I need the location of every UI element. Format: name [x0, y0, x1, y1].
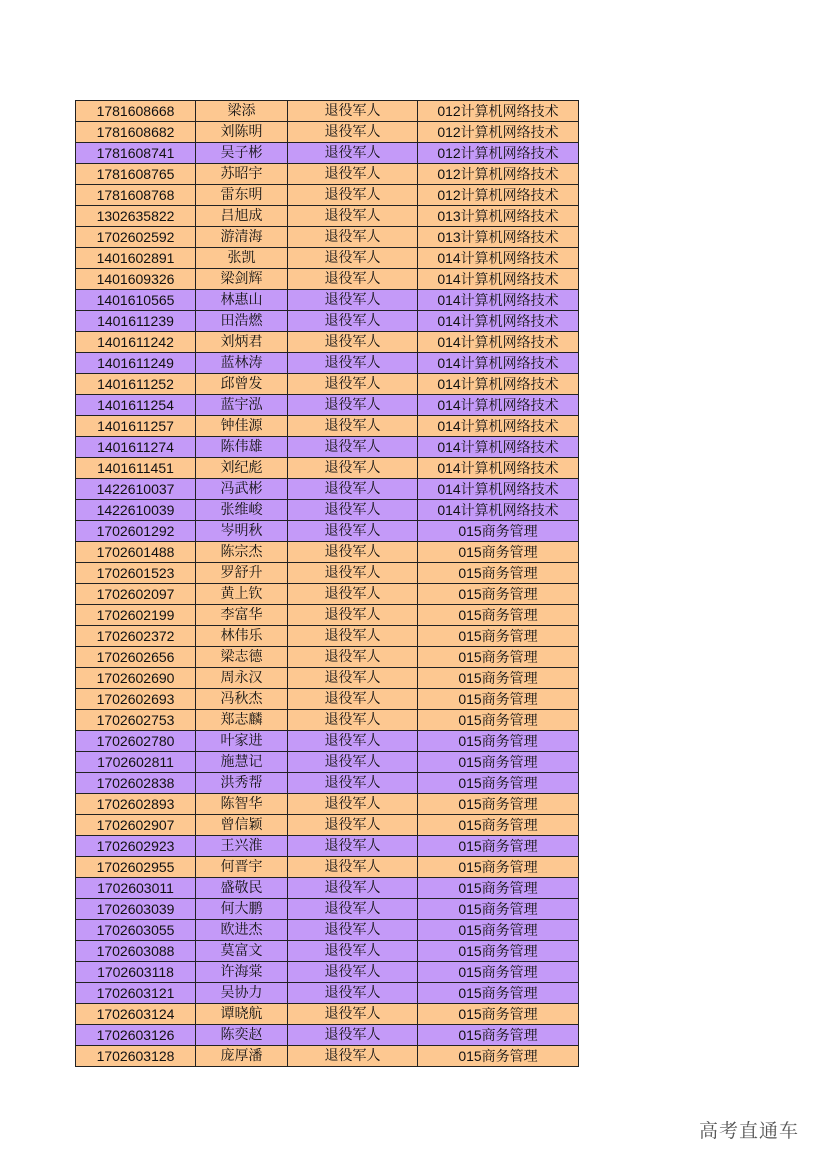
table-row: [76, 878, 579, 899]
category-cell: 退役军人: [288, 962, 418, 983]
category-cell: 退役军人: [288, 248, 418, 269]
table-row: [76, 395, 579, 416]
category-cell: 退役军人: [288, 206, 418, 227]
major-cell: 015商务管理: [418, 752, 579, 773]
name-cell: 曾信颖: [196, 815, 288, 836]
major-cell: 015商务管理: [418, 920, 579, 941]
category-cell: 退役军人: [288, 941, 418, 962]
major-cell: 015商务管理: [418, 815, 579, 836]
category-cell: 退役军人: [288, 584, 418, 605]
table-row: [76, 647, 579, 668]
table-row: [76, 710, 579, 731]
category-cell: 退役军人: [288, 920, 418, 941]
table-row: [76, 374, 579, 395]
table-row: [76, 311, 579, 332]
name-cell: 李富华: [196, 605, 288, 626]
major-cell: 015商务管理: [418, 857, 579, 878]
student-id-cell: 1702603088: [76, 941, 196, 962]
category-cell: 退役军人: [288, 479, 418, 500]
name-cell: 吴子彬: [196, 143, 288, 164]
category-cell: 退役军人: [288, 710, 418, 731]
table-row: [76, 899, 579, 920]
major-cell: 014计算机网络技术: [418, 458, 579, 479]
name-cell: 张凯: [196, 248, 288, 269]
major-cell: 012计算机网络技术: [418, 101, 579, 122]
category-cell: 退役军人: [288, 311, 418, 332]
category-cell: 退役军人: [288, 836, 418, 857]
student-id-cell: 1702602656: [76, 647, 196, 668]
name-cell: 陈智华: [196, 794, 288, 815]
name-cell: 蓝宇泓: [196, 395, 288, 416]
name-cell: 何晋宇: [196, 857, 288, 878]
category-cell: 退役军人: [288, 689, 418, 710]
student-id-cell: 1702602753: [76, 710, 196, 731]
student-id-cell: 1702602811: [76, 752, 196, 773]
major-cell: 014计算机网络技术: [418, 290, 579, 311]
name-cell: 梁添: [196, 101, 288, 122]
category-cell: 退役军人: [288, 143, 418, 164]
table-row: [76, 731, 579, 752]
student-id-cell: 1401611252: [76, 374, 196, 395]
major-cell: 014计算机网络技术: [418, 332, 579, 353]
name-cell: 梁志德: [196, 647, 288, 668]
category-cell: 退役军人: [288, 164, 418, 185]
student-id-cell: 1702602372: [76, 626, 196, 647]
category-cell: 退役军人: [288, 983, 418, 1004]
student-id-cell: 1702602780: [76, 731, 196, 752]
major-cell: 012计算机网络技术: [418, 143, 579, 164]
table-row: [76, 500, 579, 521]
category-cell: 退役军人: [288, 332, 418, 353]
name-cell: 蓝林涛: [196, 353, 288, 374]
major-cell: 015商务管理: [418, 962, 579, 983]
name-cell: 邱曾发: [196, 374, 288, 395]
name-cell: 刘炳君: [196, 332, 288, 353]
major-cell: 015商务管理: [418, 668, 579, 689]
category-cell: 退役军人: [288, 395, 418, 416]
student-id-cell: 1422610039: [76, 500, 196, 521]
major-cell: 015商务管理: [418, 1025, 579, 1046]
student-id-cell: 1781608768: [76, 185, 196, 206]
name-cell: 陈伟雄: [196, 437, 288, 458]
category-cell: 退役军人: [288, 605, 418, 626]
table-row: [76, 584, 579, 605]
name-cell: 何大鹏: [196, 899, 288, 920]
major-cell: 015商务管理: [418, 794, 579, 815]
student-id-cell: 1401611274: [76, 437, 196, 458]
table-row: [76, 269, 579, 290]
category-cell: 退役军人: [288, 500, 418, 521]
table-row: [76, 752, 579, 773]
student-id-cell: 1702602592: [76, 227, 196, 248]
table-row: [76, 248, 579, 269]
name-cell: 苏昭宇: [196, 164, 288, 185]
category-cell: 退役军人: [288, 773, 418, 794]
major-cell: 015商务管理: [418, 941, 579, 962]
major-cell: 015商务管理: [418, 563, 579, 584]
student-id-cell: 1702603118: [76, 962, 196, 983]
category-cell: 退役军人: [288, 668, 418, 689]
name-cell: 许海棠: [196, 962, 288, 983]
table-row: [76, 437, 579, 458]
category-cell: 退役军人: [288, 416, 418, 437]
category-cell: 退役军人: [288, 227, 418, 248]
name-cell: 冯秋杰: [196, 689, 288, 710]
student-id-cell: 1702603011: [76, 878, 196, 899]
major-cell: 015商务管理: [418, 626, 579, 647]
student-id-cell: 1702601292: [76, 521, 196, 542]
name-cell: 洪秀帮: [196, 773, 288, 794]
student-id-cell: 1702602893: [76, 794, 196, 815]
category-cell: 退役军人: [288, 878, 418, 899]
table-row: [76, 332, 579, 353]
name-cell: 吴协力: [196, 983, 288, 1004]
major-cell: 015商务管理: [418, 710, 579, 731]
name-cell: 岑明秋: [196, 521, 288, 542]
student-id-cell: 1702603128: [76, 1046, 196, 1067]
major-cell: 015商务管理: [418, 584, 579, 605]
category-cell: 退役军人: [288, 752, 418, 773]
major-cell: 014计算机网络技术: [418, 416, 579, 437]
name-cell: 陈奕赵: [196, 1025, 288, 1046]
student-id-cell: 1401610565: [76, 290, 196, 311]
table-row: [76, 101, 579, 122]
major-cell: 012计算机网络技术: [418, 122, 579, 143]
major-cell: 015商务管理: [418, 731, 579, 752]
major-cell: 014计算机网络技术: [418, 269, 579, 290]
name-cell: 雷东明: [196, 185, 288, 206]
student-id-cell: 1702603039: [76, 899, 196, 920]
major-cell: 015商务管理: [418, 605, 579, 626]
student-id-cell: 1781608668: [76, 101, 196, 122]
major-cell: 014计算机网络技术: [418, 248, 579, 269]
category-cell: 退役军人: [288, 269, 418, 290]
table-row: [76, 227, 579, 248]
student-id-cell: 1702601523: [76, 563, 196, 584]
table-row: [76, 1004, 579, 1025]
name-cell: 叶家进: [196, 731, 288, 752]
table-row: [76, 1025, 579, 1046]
name-cell: 施慧记: [196, 752, 288, 773]
student-id-cell: 1422610037: [76, 479, 196, 500]
category-cell: 退役军人: [288, 374, 418, 395]
name-cell: 郑志麟: [196, 710, 288, 731]
name-cell: 谭晓航: [196, 1004, 288, 1025]
table-row: [76, 458, 579, 479]
name-cell: 冯武彬: [196, 479, 288, 500]
table-row: [76, 983, 579, 1004]
category-cell: 退役军人: [288, 563, 418, 584]
name-cell: 莫富文: [196, 941, 288, 962]
student-id-cell: 1702603126: [76, 1025, 196, 1046]
category-cell: 退役军人: [288, 1025, 418, 1046]
category-cell: 退役军人: [288, 521, 418, 542]
name-cell: 黄上钦: [196, 584, 288, 605]
major-cell: 014计算机网络技术: [418, 500, 579, 521]
category-cell: 退役军人: [288, 542, 418, 563]
name-cell: 游清海: [196, 227, 288, 248]
name-cell: 周永汉: [196, 668, 288, 689]
major-cell: 014计算机网络技术: [418, 395, 579, 416]
name-cell: 林惠山: [196, 290, 288, 311]
category-cell: 退役军人: [288, 290, 418, 311]
name-cell: 钟佳源: [196, 416, 288, 437]
name-cell: 吕旭成: [196, 206, 288, 227]
major-cell: 015商务管理: [418, 521, 579, 542]
student-id-cell: 1401611257: [76, 416, 196, 437]
student-id-cell: 1702602955: [76, 857, 196, 878]
name-cell: 王兴淮: [196, 836, 288, 857]
major-cell: 015商务管理: [418, 1004, 579, 1025]
table-row: [76, 521, 579, 542]
table-row: [76, 626, 579, 647]
table-row: [76, 143, 579, 164]
table-row: [76, 668, 579, 689]
name-cell: 罗舒升: [196, 563, 288, 584]
student-id-cell: 1781608741: [76, 143, 196, 164]
table-row: [76, 185, 579, 206]
student-id-cell: 1781608765: [76, 164, 196, 185]
category-cell: 退役军人: [288, 647, 418, 668]
name-cell: 刘陈明: [196, 122, 288, 143]
student-id-cell: 1702603121: [76, 983, 196, 1004]
name-cell: 盛敬民: [196, 878, 288, 899]
name-cell: 梁剑辉: [196, 269, 288, 290]
student-id-cell: 1401602891: [76, 248, 196, 269]
major-cell: 015商务管理: [418, 836, 579, 857]
watermark: 高考直通车: [698, 1120, 799, 1142]
student-id-cell: 1702603124: [76, 1004, 196, 1025]
table-row: [76, 689, 579, 710]
major-cell: 015商务管理: [418, 773, 579, 794]
student-id-cell: 1401611242: [76, 332, 196, 353]
category-cell: 退役军人: [288, 1046, 418, 1067]
major-cell: 015商务管理: [418, 878, 579, 899]
major-cell: 014计算机网络技术: [418, 479, 579, 500]
category-cell: 退役军人: [288, 185, 418, 206]
table-row: [76, 962, 579, 983]
student-id-cell: 1401611239: [76, 311, 196, 332]
table-row: [76, 563, 579, 584]
category-cell: 退役军人: [288, 353, 418, 374]
name-cell: 林伟乐: [196, 626, 288, 647]
table-row: [76, 836, 579, 857]
category-cell: 退役军人: [288, 1004, 418, 1025]
table-row: [76, 416, 579, 437]
table-row: [76, 353, 579, 374]
major-cell: 013计算机网络技术: [418, 206, 579, 227]
category-cell: 退役军人: [288, 815, 418, 836]
student-id-cell: 1702602199: [76, 605, 196, 626]
student-id-cell: 1702603055: [76, 920, 196, 941]
student-id-cell: 1401609326: [76, 269, 196, 290]
major-cell: 014计算机网络技术: [418, 353, 579, 374]
table-row: [76, 815, 579, 836]
name-cell: 庞厚潘: [196, 1046, 288, 1067]
major-cell: 015商务管理: [418, 899, 579, 920]
table-row: [76, 920, 579, 941]
student-id-cell: 1702602923: [76, 836, 196, 857]
table-row: [76, 206, 579, 227]
student-id-cell: 1401611254: [76, 395, 196, 416]
student-id-cell: 1702602693: [76, 689, 196, 710]
name-cell: 田浩燃: [196, 311, 288, 332]
student-id-cell: 1401611249: [76, 353, 196, 374]
major-cell: 015商务管理: [418, 647, 579, 668]
student-id-cell: 1702601488: [76, 542, 196, 563]
name-cell: 欧进杰: [196, 920, 288, 941]
major-cell: 015商务管理: [418, 1046, 579, 1067]
major-cell: 015商务管理: [418, 983, 579, 1004]
major-cell: 015商务管理: [418, 542, 579, 563]
student-id-cell: 1702602907: [76, 815, 196, 836]
table-row: [76, 164, 579, 185]
table-row: [76, 479, 579, 500]
roster-table-body: [76, 101, 579, 1067]
roster-table: [75, 100, 579, 1067]
student-id-cell: 1702602838: [76, 773, 196, 794]
major-cell: 012计算机网络技术: [418, 164, 579, 185]
category-cell: 退役军人: [288, 101, 418, 122]
table-row: [76, 794, 579, 815]
table-row: [76, 122, 579, 143]
major-cell: 012计算机网络技术: [418, 185, 579, 206]
table-row: [76, 542, 579, 563]
student-id-cell: 1702602097: [76, 584, 196, 605]
table-row: [76, 1046, 579, 1067]
category-cell: 退役军人: [288, 122, 418, 143]
table-row: [76, 857, 579, 878]
table-row: [76, 941, 579, 962]
student-id-cell: 1702602690: [76, 668, 196, 689]
student-id-cell: 1401611451: [76, 458, 196, 479]
category-cell: 退役军人: [288, 899, 418, 920]
category-cell: 退役军人: [288, 626, 418, 647]
name-cell: 张维峻: [196, 500, 288, 521]
table-row: [76, 605, 579, 626]
student-id-cell: 1781608682: [76, 122, 196, 143]
major-cell: 014计算机网络技术: [418, 311, 579, 332]
name-cell: 陈宗杰: [196, 542, 288, 563]
table-row: [76, 773, 579, 794]
category-cell: 退役军人: [288, 458, 418, 479]
category-cell: 退役军人: [288, 794, 418, 815]
table-row: [76, 290, 579, 311]
student-id-cell: 1302635822: [76, 206, 196, 227]
major-cell: 014计算机网络技术: [418, 374, 579, 395]
name-cell: 刘纪彪: [196, 458, 288, 479]
major-cell: 013计算机网络技术: [418, 227, 579, 248]
category-cell: 退役军人: [288, 437, 418, 458]
major-cell: 014计算机网络技术: [418, 437, 579, 458]
category-cell: 退役军人: [288, 857, 418, 878]
category-cell: 退役军人: [288, 731, 418, 752]
major-cell: 015商务管理: [418, 689, 579, 710]
